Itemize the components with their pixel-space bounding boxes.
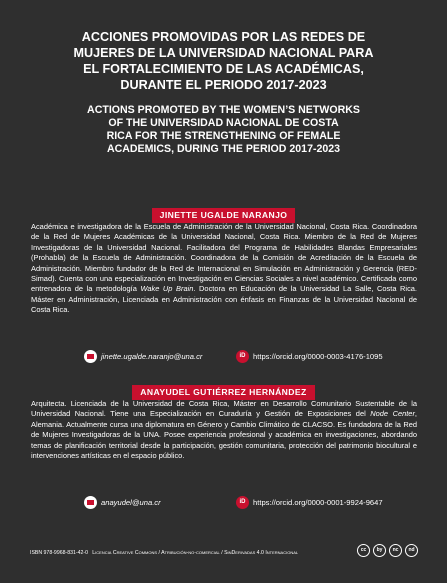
author-name-badge <box>0 382 447 400</box>
author-email-link[interactable]: anayudel@una.cr <box>101 498 161 507</box>
by-icon: by <box>373 544 386 557</box>
author-name: JINETTE UGALDE NARANJO <box>152 208 296 223</box>
cc-icon: cc <box>357 544 370 557</box>
bio-text: , Alemania. Actualmente cursa una diplomatura en Género y Cambio Climático de CLACSO. Es fundadora de la Red de Mujeres Investigadoras de la UNA. Posee experiencia profesional y académica en investigaciones, abordando temas de planificación territorial desde la participación, gestión comunitaria, protección del patrimonio biocultural e intervenciones artísticas en el espacio público. <box>31 409 417 461</box>
mail-icon <box>84 350 97 363</box>
bio-text: Arquitecta. Licenciada de la Universidad de Costa Rica, Máster en Desarrollo Comunitario Sustentable de la Universidad Nacional. Tiene una Especialización en Curaduría y Gestión de Exposiciones del <box>31 399 417 419</box>
orcid-icon: iD <box>236 350 249 363</box>
title-es-line: DURANTE EL PERIODO 2017-2023 <box>120 78 327 92</box>
author-email-link[interactable]: jinette.ugalde.naranjo@una.cr <box>101 352 203 361</box>
title-en-line: ACADEMICS, DURING THE PERIOD 2017-2023 <box>106 143 341 155</box>
nc-icon: nc <box>389 544 402 557</box>
author-bio <box>31 222 417 316</box>
footer-license <box>30 549 298 557</box>
title-english <box>30 104 417 156</box>
nd-icon: nd <box>405 544 418 557</box>
author-contact <box>0 350 447 364</box>
license-text: Licencia Creative Commons / Atribución-no-comercial / SinDerivadas 4.0 Internacional <box>92 550 299 556</box>
bio-text: . Doctora en Educación de la Universidad La Salle, Costa Rica. Máster en Administración, Licenciada en Administración con énfasis en Finanzas de la Universidad Nacional de Costa Rica. <box>31 284 417 315</box>
bio-text: Académica e investigadora de la Escuela de Administración de la Universidad Nacional, Costa Rica. Coordinadora de la Red de Mujeres Académicas de la Universidad Nacional, Costa Rica. Miembro de la Red de Mujeres Investigadoras de la Universidad Nacional. Facilitadora del Programa de Habilidades Blandas Empresariales (Prohabla) de la Escuela de Administración. Coordinadora de la Comisión de Acreditación de la Escuela de Administración. Miembro fundador de la Red de Internacional en Simulación en Administración y Gerencia (RED-Simad). Cuenta con una especialización en Investigación en Ciencias Sociales a nivel académico. Certificada como entrenadora de la metodología <box>31 222 417 294</box>
author-orcid-link[interactable]: https://orcid.org/0000-0001-9924-9647 <box>253 498 383 507</box>
title-es-line: EL FORTALECIMIENTO DE LAS ACADÉMICAS, <box>83 62 364 76</box>
author-name: ANAYUDEL GUTIÉRREZ HERNÁNDEZ <box>132 385 314 400</box>
bio-emphasis: Wake Up Brain <box>140 284 194 294</box>
title-spanish <box>30 29 417 93</box>
cc-license-badges <box>357 543 419 559</box>
title-en-line: OF THE UNIVERSIDAD NACIONAL DE COSTA <box>108 117 339 129</box>
orcid-icon: iD <box>236 496 249 509</box>
title-en-line: RICA FOR THE STRENGTHENING OF FEMALE <box>106 130 341 142</box>
author-bio <box>31 399 417 461</box>
author-name-badge <box>0 205 447 223</box>
mail-icon <box>84 496 97 509</box>
isbn: ISBN 978-9968-831-42-0 <box>30 550 88 556</box>
title-es-line: ACCIONES PROMOVIDAS POR LAS REDES DE <box>81 30 366 44</box>
title-es-line: MUJERES DE LA UNIVERSIDAD NACIONAL PARA <box>73 46 374 60</box>
author-orcid-link[interactable]: https://orcid.org/0000-0003-4176-1095 <box>253 352 383 361</box>
bio-emphasis: Node Center <box>370 409 415 419</box>
title-en-line: ACTIONS PROMOTED BY THE WOMEN’S NETWORKS <box>87 104 360 116</box>
author-contact <box>0 496 447 510</box>
